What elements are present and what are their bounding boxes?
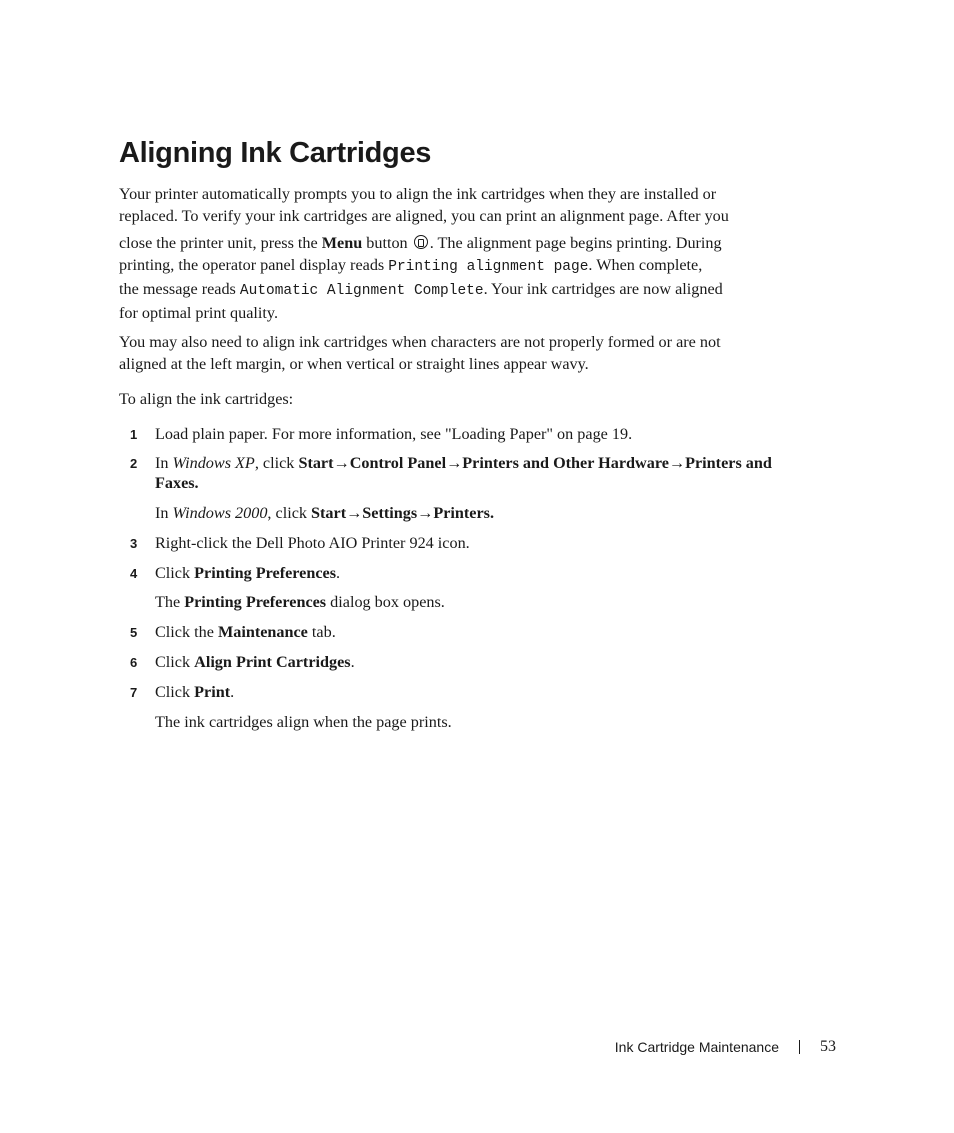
ui-label: Printing Preferences	[194, 564, 337, 582]
step-text	[155, 652, 355, 672]
steps-intro	[119, 388, 779, 410]
step-number: 4	[130, 566, 138, 581]
step-text	[155, 563, 340, 583]
step-number: 1	[130, 427, 138, 442]
step-text: Load plain paper. For more information, see "Loading Paper" on page 19.	[155, 425, 633, 443]
text: Click	[155, 653, 195, 671]
step-number: 5	[130, 625, 138, 640]
ui-label: Align Print Cartridges	[194, 653, 351, 671]
intro-line	[119, 254, 779, 278]
menu-path-item: Printers and	[685, 454, 772, 472]
menu-path-item: Settings	[362, 504, 418, 522]
text: .	[336, 564, 341, 582]
ui-label: Print	[194, 683, 231, 701]
text: button	[362, 234, 412, 252]
text: In	[155, 454, 173, 472]
page-footer	[615, 1038, 836, 1056]
step-note	[155, 503, 494, 523]
menu-path-item: Printers.	[433, 504, 495, 522]
step-text	[155, 622, 336, 642]
step-number: 7	[130, 685, 138, 700]
step-number: 6	[130, 655, 138, 670]
arrow-icon: →	[446, 454, 463, 472]
footer-divider	[799, 1040, 800, 1054]
text: Click the	[155, 623, 218, 641]
menu-path-item: Faxes.	[155, 474, 199, 492]
menu-button-icon	[414, 235, 428, 249]
step-number: 2	[130, 456, 138, 471]
text: . Your ink cartridges are now aligned	[483, 280, 723, 298]
text: , click	[267, 504, 312, 522]
os-name: Windows XP	[172, 454, 255, 472]
os-name: Windows 2000	[172, 504, 268, 522]
menu-path-item: Printers and Other Hardware	[462, 454, 669, 472]
paragraph-line: You may also need to align ink cartridges when characters are not properly formed or are not	[119, 333, 721, 351]
paragraph	[119, 331, 779, 375]
intro-line	[119, 278, 779, 302]
text: .	[350, 653, 355, 671]
text: Click	[155, 564, 195, 582]
text: In	[155, 504, 173, 522]
menu-label: Menu	[321, 234, 363, 252]
intro-line: replaced. To verify your ink cartridges are aligned, you can print an alignment page. After you	[119, 207, 729, 225]
ui-label: Maintenance	[217, 623, 308, 641]
text: .	[230, 683, 235, 701]
ui-label: Printing Preferences	[184, 593, 327, 611]
arrow-icon: →	[668, 454, 686, 472]
text: The	[155, 593, 185, 611]
arrow-icon: →	[333, 454, 350, 472]
step-text	[155, 682, 234, 702]
page-number: 53	[820, 1038, 836, 1055]
intro-line: Your printer automatically prompts you to align the ink cartridges when they are installed or	[119, 185, 717, 203]
intro-paragraph	[119, 183, 779, 324]
intro-line	[119, 232, 779, 254]
step-number: 3	[130, 536, 138, 551]
step-text	[155, 453, 772, 473]
text: the message reads	[119, 280, 240, 298]
text: tab.	[307, 623, 336, 641]
text: . The alignment page begins printing. During	[429, 234, 722, 252]
text: Click	[155, 683, 195, 701]
panel-message: Automatic Alignment Complete	[239, 283, 484, 299]
menu-path-item: Start	[311, 504, 347, 522]
step-note: The ink cartridges align when the page prints.	[155, 713, 452, 731]
text: printing, the operator panel display reads	[119, 256, 389, 274]
text: , click	[254, 454, 299, 472]
menu-path-item: Control Panel	[349, 454, 447, 472]
text: dialog box opens.	[326, 593, 445, 611]
panel-message: Printing alignment page	[388, 259, 589, 275]
text: . When complete,	[588, 256, 703, 274]
text: close the printer unit, press the	[119, 234, 322, 252]
page-title: Aligning Ink Cartridges	[119, 137, 432, 169]
arrow-icon: →	[417, 504, 434, 522]
step-note	[155, 592, 445, 612]
footer-chapter-title: Ink Cartridge Maintenance	[614, 1039, 779, 1055]
paragraph-line: aligned at the left margin, or when vertical or straight lines appear wavy.	[119, 355, 589, 373]
intro-line: for optimal print quality.	[119, 304, 278, 322]
paragraph-line: To align the ink cartridges:	[119, 390, 294, 408]
arrow-icon: →	[346, 504, 363, 522]
menu-path-item: Start	[298, 454, 334, 472]
step-text-continued	[155, 473, 199, 493]
step-text: Right-click the Dell Photo AIO Printer 924 icon.	[155, 534, 470, 552]
